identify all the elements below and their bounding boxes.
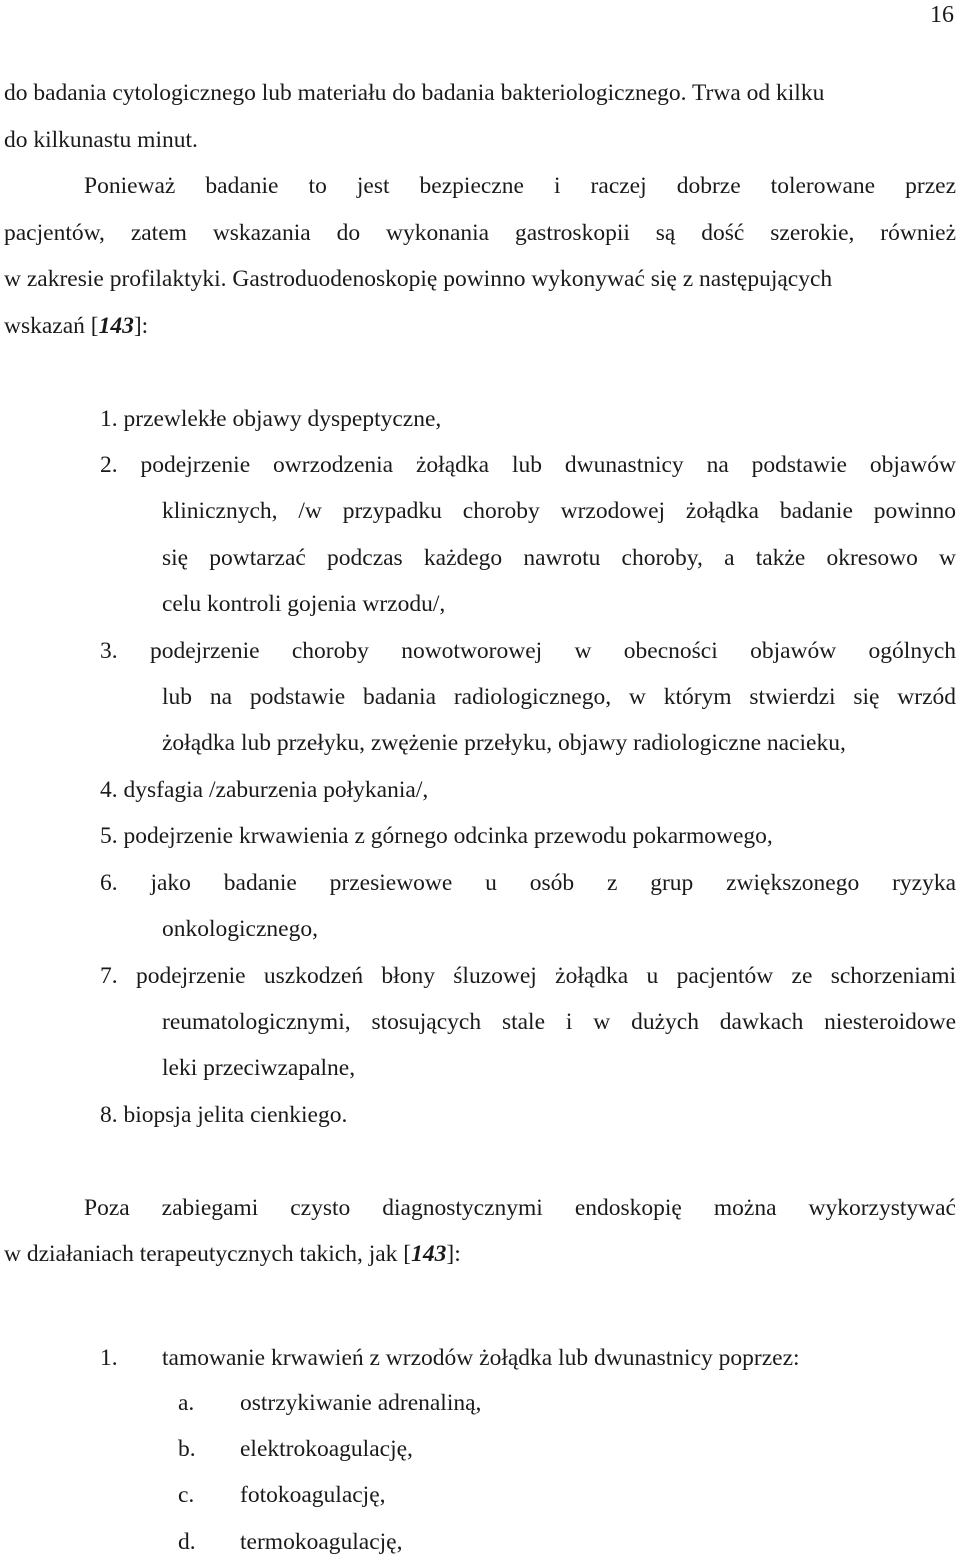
text-line: do badania cytologicznego lub materiału do badania bakteriologicznego. Trwa od kilku (4, 80, 825, 106)
sublist-item: elektrokoagulację, (240, 1436, 413, 1462)
list-item-continuation: reumatologicznymi, stosujących stale i w dużych dawkach niesteroidowe (162, 1009, 956, 1035)
sublist-letter: b. (178, 1436, 196, 1462)
list-item-continuation: onkologicznego, (162, 916, 318, 942)
list-item: 1. przewlekłe objawy dyspeptyczne, (100, 406, 442, 432)
sublist-item: fotokoagulację, (240, 1482, 386, 1508)
sublist-item: ostrzykiwanie adrenaliną, (240, 1390, 482, 1416)
text-line: Ponieważ badanie to jest bezpieczne i raczej dobrze tolerowane przez (84, 173, 956, 199)
list-item-continuation: klinicznych, /w przypadku choroby wrzodowej żołądka badanie powinno (162, 498, 956, 524)
text-line: Poza zabiegami czysto diagnostycznymi endoskopię można wykorzystywać (84, 1195, 956, 1221)
list-item: 6. jako badanie przesiewowe u osób z grup zwiększonego ryzyka (100, 870, 957, 896)
list-item: 3. podejrzenie choroby nowotworowej w obecności objawów ogólnych (100, 638, 957, 664)
text-line: pacjentów, zatem wskazania do wykonania gastroskopii są dość szerokie, również (4, 220, 956, 246)
sublist-letter: d. (178, 1529, 196, 1555)
text-line: wskazań [143]: (4, 313, 149, 339)
list-item: tamowanie krwawień z wrzodów żołądka lub dwunastnicy poprzez: (162, 1345, 800, 1371)
text-line: do kilkunastu minut. (4, 127, 198, 153)
list-item-continuation: żołądka lub przełyku, zwężenie przełyku, objawy radiologiczne nacieku, (162, 730, 846, 756)
list-item: 7. podejrzenie uszkodzeń błony śluzowej żołądka u pacjentów ze schorzeniami (100, 963, 957, 989)
sublist-item: termokoagulację, (240, 1529, 403, 1555)
list-item-continuation: się powtarzać podczas każdego nawrotu choroby, a także okresowo w (162, 545, 956, 571)
list-item: 2. podejrzenie owrzodzenia żołądka lub dwunastnicy na podstawie objawów (100, 452, 957, 478)
sublist-letter: c. (178, 1482, 195, 1508)
sublist-letter: a. (178, 1390, 195, 1416)
list-item: 5. podejrzenie krwawienia z górnego odcinka przewodu pokarmowego, (100, 823, 773, 849)
list-item: 8. biopsja jelita cienkiego. (100, 1102, 348, 1128)
citation-reference: 143 (411, 1241, 447, 1267)
page-number: 16 (930, 2, 954, 28)
list-item-number: 1. (100, 1345, 118, 1371)
list-item-continuation: leki przeciwzapalne, (162, 1055, 356, 1081)
citation-reference: 143 (98, 313, 134, 339)
list-item: 4. dysfagia /zaburzenia połykania/, (100, 777, 429, 803)
text-line: w działaniach terapeutycznych takich, jak [143]: (4, 1241, 461, 1267)
list-item-continuation: celu kontroli gojenia wrzodu/, (162, 591, 446, 617)
list-item-continuation: lub na podstawie badania radiologicznego, w którym stwierdzi się wrzód (162, 684, 956, 710)
text-line: w zakresie profilaktyki. Gastroduodenoskopię powinno wykonywać się z następujących (4, 266, 833, 292)
